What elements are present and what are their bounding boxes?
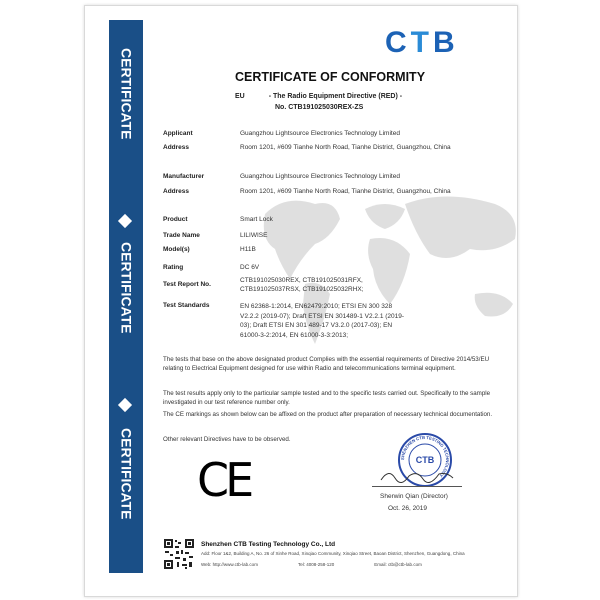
band-word-1: CERTIFICATE bbox=[118, 48, 135, 140]
footer-web: Web: http://www.ctb-lab.com bbox=[201, 562, 258, 567]
field-value: EN 62368-1:2014, EN62479:2010; ETSI EN 300 328 V2.2.2 (2019-07); Draft ETSI EN 301489-1 V2.2.1 (2019-03); Draft ETSI EN 301 489-17 V3.2.0 (2017-03); EN 61000-3-2:2014, EN 61000-3-3:2013; bbox=[240, 303, 405, 339]
directive-line bbox=[235, 93, 402, 100]
svg-text:CTB: CTB bbox=[415, 455, 435, 465]
directive-text: - The Radio Equipment Directive (RED) - bbox=[268, 93, 403, 100]
side-band bbox=[109, 20, 143, 573]
field-label: Test Standards bbox=[163, 302, 210, 309]
footer-company: Shenzhen CTB Testing Technology Co., Ltd bbox=[201, 541, 336, 548]
band-word-2: CERTIFICATE bbox=[118, 242, 135, 334]
field-value: Smart Lock bbox=[240, 216, 273, 223]
document-title: CERTIFICATE OF CONFORMITY bbox=[235, 70, 426, 84]
footer-address: Add: Floor 1&2, Building A, No. 26 of Xinhe Road, Xinqiao Community, Xinqiao Street, Baoan District, Shenzhen, Guangdong, China bbox=[201, 551, 465, 556]
signatory-name: Sherwin Qian (Director) bbox=[380, 493, 448, 500]
band-diamond-1 bbox=[118, 214, 132, 228]
ctb-logo: CTB bbox=[385, 26, 459, 59]
band-diamond-2 bbox=[118, 398, 132, 412]
field-label: Address bbox=[163, 188, 190, 195]
field-value: Room 1201, #609 Tianhe North Road, Tianhe District, Guangzhou, China bbox=[240, 188, 451, 195]
field-label: Test Report No. bbox=[163, 281, 211, 288]
field-label: Applicant bbox=[163, 130, 193, 137]
svg-text:SHENZHEN CTB TESTING TECHNOLOG: SHENZHEN CTB TESTING TECHNOLOGY bbox=[399, 434, 451, 479]
footer-contacts bbox=[201, 562, 501, 567]
field-value: DC 6V bbox=[240, 264, 260, 271]
field-value: CTB191025030REX, CTB191025031RFX, CTB191025037RSX, CTB191025032RHX; bbox=[240, 277, 364, 293]
footer-tel: Tel: 4008-258-120 bbox=[297, 562, 335, 567]
qr-code bbox=[163, 538, 195, 570]
signature-date: Oct. 26, 2019 bbox=[388, 505, 428, 512]
field-value: Guangzhou Lightsource Electronics Technology Limited bbox=[240, 173, 400, 180]
field-value: H11B bbox=[240, 246, 256, 253]
field-value: LILIWISE bbox=[240, 232, 268, 239]
field-value: Guangzhou Lightsource Electronics Technology Limited bbox=[240, 130, 400, 137]
signature-line bbox=[372, 486, 462, 487]
field-label: Product bbox=[163, 216, 188, 223]
other-directives-note: Other relevant Directives have to be observed. bbox=[163, 436, 291, 443]
band-word-3: CERTIFICATE bbox=[118, 428, 135, 520]
field-label: Manufacturer bbox=[163, 173, 205, 180]
ce-mark: CE bbox=[197, 453, 251, 507]
field-label: Trade Name bbox=[163, 232, 200, 239]
footer-email: Email: ctb@ctb-lab.com bbox=[374, 562, 422, 567]
field-label: Address bbox=[163, 144, 190, 151]
directive-region: EU bbox=[235, 93, 245, 100]
field-label: Rating bbox=[163, 264, 184, 271]
compliance-statement: The tests that base on the above designated product Complies with the essential requirements of Directive 2014/53/EU relating to Electrical Equipment designed for use within Radio and telecommunications terminal equipment. bbox=[163, 356, 490, 372]
handwritten-signature bbox=[377, 464, 457, 486]
field-label: Model(s) bbox=[163, 246, 190, 253]
certificate-number: No. CTB191025030REX-ZS bbox=[275, 104, 364, 111]
certificate-page bbox=[84, 5, 518, 597]
field-value: Room 1201, #609 Tianhe North Road, Tianhe District, Guangzhou, China bbox=[240, 144, 451, 151]
scope-statement: The test results apply only to the particular sample tested and to the specific tests carried out. Specifically to the sample investigated in our test reference number only. bbox=[163, 390, 491, 406]
ce-marking-statement: The CE markings as shown below can be affixed on the product after preparation of necessary technical documentation. bbox=[163, 411, 493, 418]
